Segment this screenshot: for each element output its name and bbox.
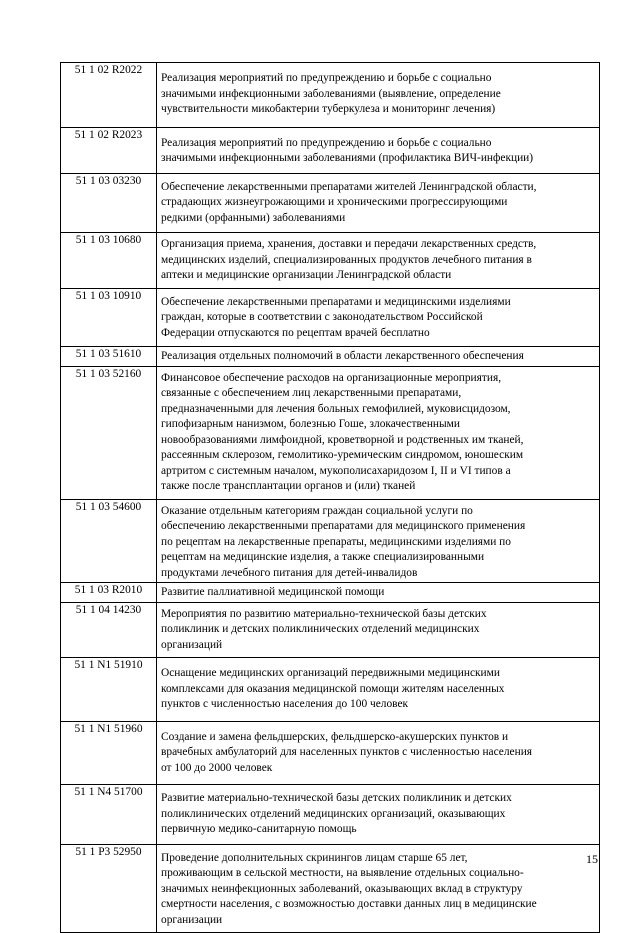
- description-line: организаций: [161, 638, 223, 651]
- table-row: [61, 785, 600, 845]
- row-description: [157, 63, 600, 128]
- description-line: значимыми инфекционными заболеваниями (профилактика ВИЧ-инфекции): [161, 152, 534, 164]
- description-line: Реализация мероприятий по предупреждению и борьбе с социально: [161, 136, 492, 149]
- description-line: страдающих жизнеугрожающими и хроническими прогрессирующими: [161, 196, 508, 208]
- document-page: [60, 62, 600, 933]
- row-code: 51 1 03 54600: [61, 499, 157, 583]
- page-number: 15: [586, 852, 598, 866]
- table-body: [61, 63, 600, 933]
- description-line: Организация приема, хранения, доставки и передачи лекарственных средств,: [161, 238, 537, 250]
- description-line: организации: [161, 913, 223, 926]
- row-code: 51 1 03 52160: [61, 366, 157, 499]
- row-description: [157, 844, 600, 933]
- description-line: связанные с обеспечением лиц лекарственными препаратами,: [161, 387, 462, 399]
- description-line: гипофизарным нанизмом, болезнью Гоше, злокачественными: [161, 418, 460, 430]
- row-code: 51 1 04 14230: [61, 602, 157, 658]
- description-line: поликлинических отделений медицинских организаций, оказывающих: [161, 807, 506, 820]
- description-line: от 100 до 2000 человек: [161, 761, 273, 774]
- description-line: смертности населения, с возможностью доставки данных лиц в медицинские: [161, 898, 537, 910]
- table-row: [61, 602, 600, 658]
- table-row: [61, 173, 600, 233]
- description-line: граждан, которые в соответствии с законодательством Российской: [161, 311, 483, 323]
- row-code: 51 1 N4 51700: [61, 785, 157, 845]
- description-line: первичную медико-санитарную помощь: [161, 823, 357, 835]
- table-row: [61, 63, 600, 128]
- row-code: 51 1 N1 51960: [61, 721, 157, 785]
- row-code: 51 1 P3 52950: [61, 844, 157, 933]
- row-description: [157, 658, 600, 722]
- row-code: 51 1 03 51610: [61, 347, 157, 367]
- description-line: проживающим в сельской местности, на выявление отдельных социально-: [161, 867, 524, 879]
- row-description: [157, 288, 600, 347]
- row-code: 51 1 02 R2022: [61, 63, 157, 128]
- description-line: Обеспечение лекарственными препаратами и медицинскими изделиями: [161, 295, 511, 308]
- table-row: [61, 721, 600, 785]
- description-line: новообразованиями лимфоидной, кроветворной и родственных им тканей,: [161, 433, 524, 446]
- row-description: [157, 499, 600, 583]
- row-description: [157, 127, 600, 173]
- row-description: [157, 366, 600, 499]
- row-description: [157, 785, 600, 845]
- table-row: [61, 233, 600, 289]
- classification-table: [60, 62, 600, 933]
- row-code: 51 1 03 10910: [61, 288, 157, 347]
- table-row: [61, 844, 600, 933]
- description-line: по рецептам на лекарственные препараты, медицинскими изделиями по: [161, 535, 511, 548]
- description-line: чувствительности микобактерии туберкулеза и мониторинг лечения): [161, 103, 496, 115]
- description-line: Развитие материально-технической базы детских поликлиник и детских: [161, 792, 512, 804]
- row-code: 51 1 03 10680: [61, 233, 157, 289]
- row-description: [157, 233, 600, 289]
- description-line: предназначенными для лечения больных гемофилией, муковисцидозом,: [161, 402, 511, 415]
- description-line: медицинских изделий, специализированных продуктов лечебного питания в: [161, 253, 532, 266]
- description-line: врачебных амбулаторий для населенных пунктов с численностью населения: [161, 746, 533, 758]
- row-description: [157, 583, 600, 603]
- description-line: пунктов с численностью населения до 100 человек: [161, 698, 409, 710]
- description-line: Создание и замена фельдшерских, фельдшерско-акушерских пунктов и: [161, 730, 509, 743]
- description-line: артритом с системным началом, мукополисахаридозом I, II и VI типов а: [161, 464, 511, 477]
- table-row: [61, 583, 600, 603]
- description-line: Реализация отдельных полномочий в области лекарственного обеспечения: [161, 350, 524, 362]
- description-line: также после трансплантации органов и (или) тканей: [161, 480, 416, 492]
- row-code: 51 1 N1 51910: [61, 658, 157, 722]
- description-line: рассеянным склерозом, гемолитико-уремическим синдромом, юношеским: [161, 449, 524, 461]
- description-line: аптеки и медицинские организации Ленинградской области: [161, 269, 452, 281]
- description-line: Развитие паллиативной медицинской помощи: [161, 586, 385, 598]
- description-line: Проведение дополнительных скринингов лицам старше 65 лет,: [161, 851, 468, 864]
- description-line: Обеспечение лекарственными препаратами жителей Ленинградской области,: [161, 180, 537, 193]
- description-line: поликлиник и детских поликлинических отделений медицинских: [161, 623, 480, 635]
- description-line: комплексами для оказания медицинской помощи жителям населенных: [161, 682, 505, 695]
- description-line: значимыми инфекционными заболеваниями (выявление, определение: [161, 87, 501, 100]
- row-description: [157, 602, 600, 658]
- row-code: 51 1 03 03230: [61, 173, 157, 233]
- table-row: [61, 658, 600, 722]
- table-row: [61, 366, 600, 499]
- table-row: [61, 127, 600, 173]
- description-line: продуктами лечебного питания для детей-инвалидов: [161, 566, 418, 579]
- description-line: Финансовое обеспечение расходов на организационные мероприятия,: [161, 371, 502, 384]
- table-row: [61, 347, 600, 367]
- description-line: Мероприятия по развитию материально-технической базы детских: [161, 607, 487, 620]
- description-line: Оказание отдельным категориям граждан социальной услуги по: [161, 504, 473, 517]
- row-description: [157, 721, 600, 785]
- row-code: 51 1 03 R2010: [61, 583, 157, 603]
- description-line: значимых неинфекционных заболеваний, оказывающих вклад в структуру: [161, 882, 523, 895]
- description-line: обеспечению лекарственными препаратами для медицинского применения: [161, 520, 526, 532]
- table-row: [61, 499, 600, 583]
- row-description: [157, 173, 600, 233]
- row-code: 51 1 02 R2023: [61, 127, 157, 173]
- description-line: Реализация мероприятий по предупреждению и борьбе с социально: [161, 72, 492, 84]
- description-line: Федерации отпускаются по рецептам врачей бесплатно: [161, 326, 430, 339]
- description-line: редкими (орфанными) заболеваниями: [161, 211, 346, 224]
- table-row: [61, 288, 600, 347]
- description-line: рецептам на медицинские изделия, а также специализированными: [161, 551, 485, 563]
- row-description: [157, 347, 600, 367]
- description-line: Оснащение медицинских организаций передвижными медицинскими: [161, 667, 500, 679]
